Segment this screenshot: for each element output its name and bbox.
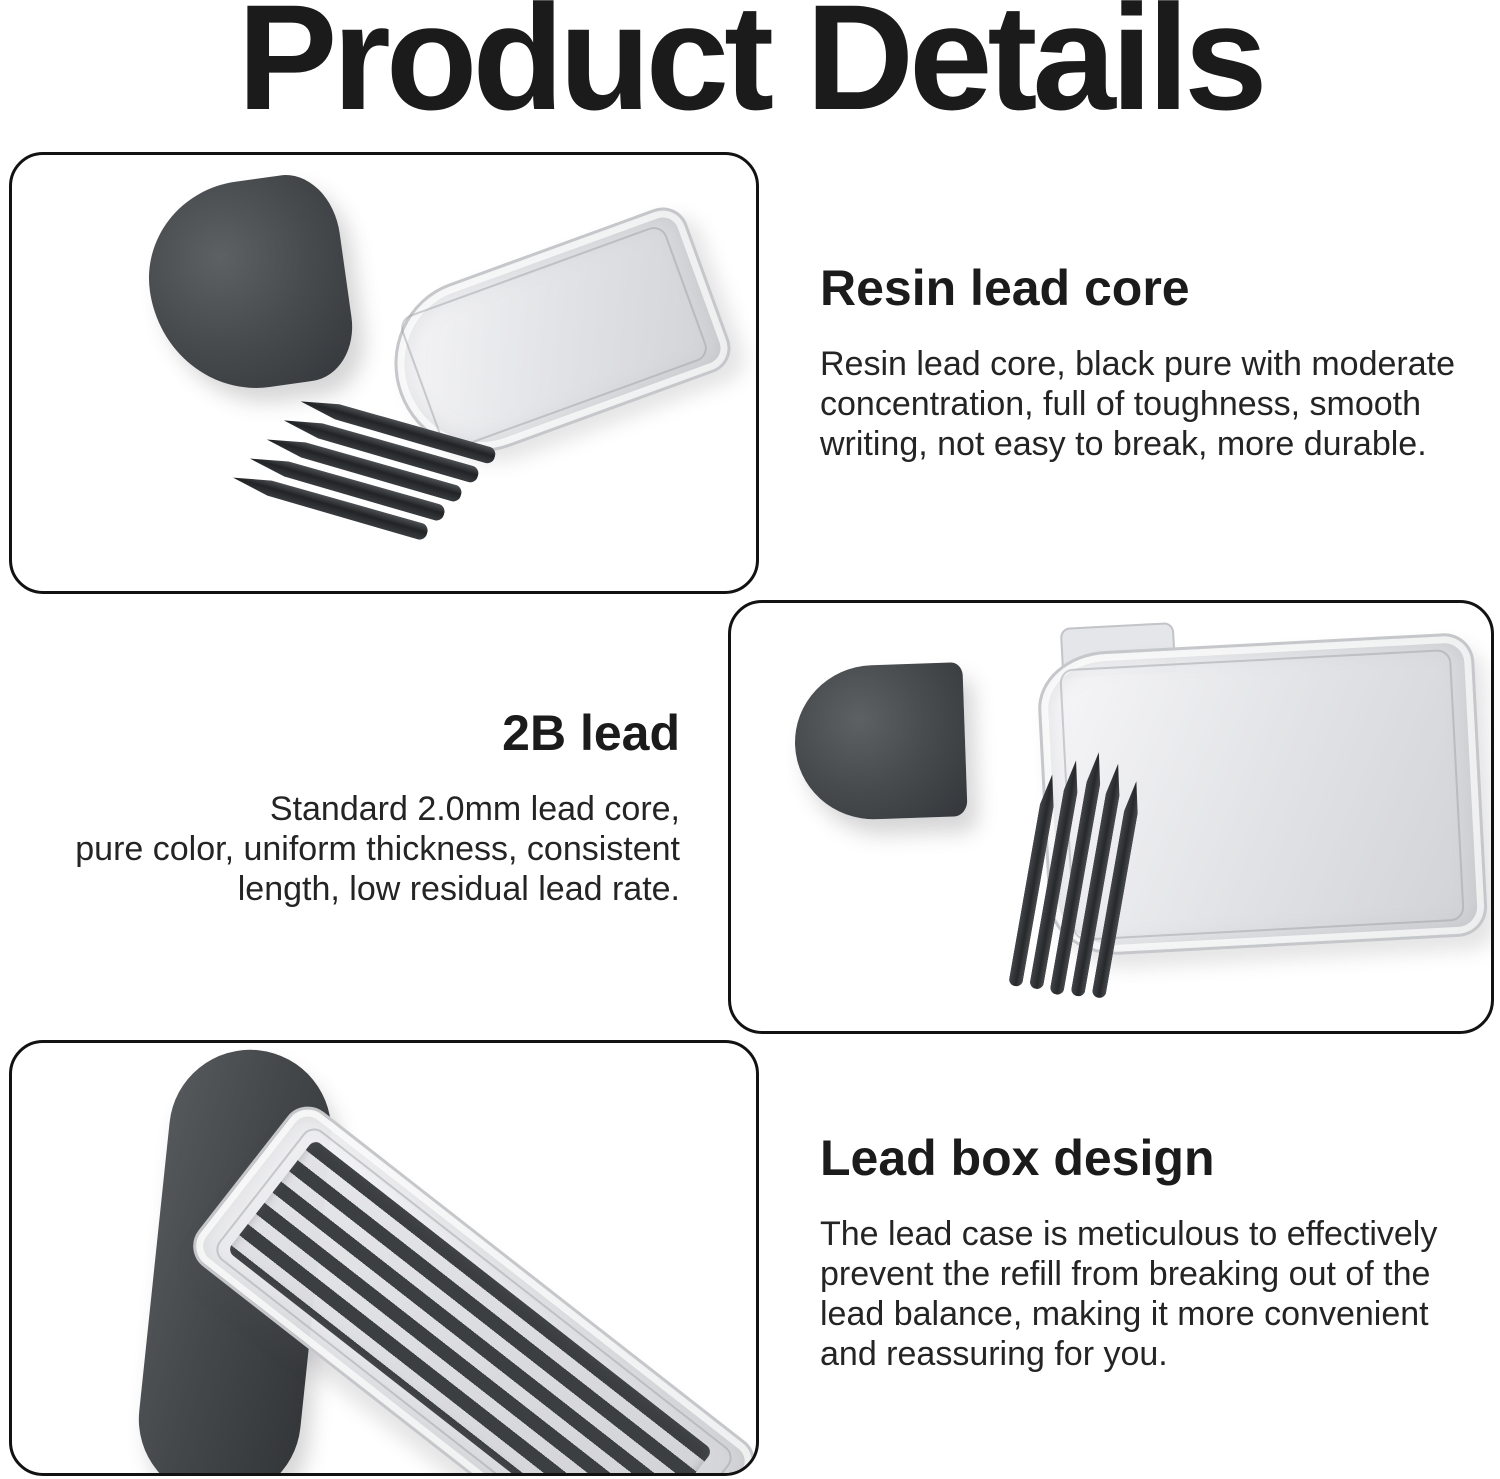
body-line: lead balance, making it more convenient xyxy=(820,1295,1429,1333)
body-line: prevent the refill from breaking out of the xyxy=(820,1255,1431,1293)
body-line: pure color, uniform thickness, consistent xyxy=(75,830,680,868)
body-line: and reassuring for you. xyxy=(820,1335,1168,1373)
section-resin-lead-core xyxy=(820,258,1465,464)
product-photo-resin-lead-core xyxy=(9,152,759,594)
body-line: Resin lead core, black pure with moderate xyxy=(820,345,1455,383)
body-line: Standard 2.0mm lead core, xyxy=(269,790,680,828)
section-lead-box-design xyxy=(820,1128,1465,1374)
section-body xyxy=(58,789,680,909)
body-line: length, low residual lead rate. xyxy=(237,870,680,908)
body-line: The lead case is meticulous to effectively xyxy=(820,1215,1438,1253)
pencil-cap xyxy=(136,168,359,401)
page-title: Product Details xyxy=(237,0,1263,141)
body-line: writing, not easy to break, more durable. xyxy=(820,425,1427,463)
section-body xyxy=(820,344,1465,464)
pencil-cap xyxy=(792,662,967,822)
lead-refills xyxy=(1005,744,1178,1023)
body-line: concentration, full of toughness, smooth xyxy=(820,385,1422,423)
section-body xyxy=(820,1214,1465,1374)
product-photo-lead-box-design xyxy=(9,1040,759,1476)
product-photo-2b-lead xyxy=(728,600,1494,1034)
section-heading: 2B lead xyxy=(502,705,680,761)
section-2b-lead xyxy=(58,703,680,909)
section-heading: Lead box design xyxy=(820,1130,1215,1186)
section-heading: Resin lead core xyxy=(820,260,1190,316)
